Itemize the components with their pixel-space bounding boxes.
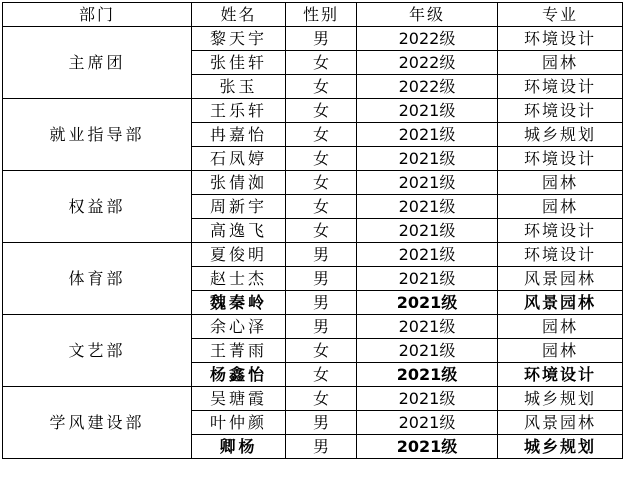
name-cell: 石凤婷 [192,147,286,171]
major-cell: 城乡规划 [498,123,623,147]
grade-cell: 2021级 [357,99,498,123]
grade-cell: 2021级 [357,267,498,291]
header-major: 专业 [498,3,623,27]
grade-cell: 2021级 [357,219,498,243]
table-row [3,27,623,51]
department-cell: 就业指导部 [3,99,192,171]
major-cell: 风景园林 [498,291,623,315]
table-row [3,315,623,339]
header-department: 部门 [3,3,192,27]
grade-cell: 2022级 [357,51,498,75]
major-cell: 环境设计 [498,75,623,99]
major-cell: 园林 [498,171,623,195]
table-row [3,387,623,411]
table-row [3,171,623,195]
grade-cell: 2021级 [357,387,498,411]
department-cell: 权益部 [3,171,192,243]
major-cell: 园林 [498,51,623,75]
major-cell: 园林 [498,195,623,219]
gender-cell: 男 [286,411,357,435]
name-cell: 王乐轩 [192,99,286,123]
major-cell: 城乡规划 [498,387,623,411]
major-cell: 环境设计 [498,243,623,267]
major-cell: 园林 [498,315,623,339]
gender-cell: 女 [286,195,357,219]
header-grade: 年级 [357,3,498,27]
name-cell: 张倩洳 [192,171,286,195]
table-row [3,99,623,123]
gender-cell: 女 [286,219,357,243]
gender-cell: 女 [286,171,357,195]
major-cell: 环境设计 [498,363,623,387]
gender-cell: 女 [286,339,357,363]
grade-cell: 2021级 [357,243,498,267]
gender-cell: 男 [286,27,357,51]
grade-cell: 2021级 [357,291,498,315]
gender-cell: 女 [286,51,357,75]
gender-cell: 男 [286,315,357,339]
gender-cell: 男 [286,291,357,315]
grade-cell: 2021级 [357,147,498,171]
grade-cell: 2021级 [357,195,498,219]
major-cell: 城乡规划 [498,435,623,459]
name-cell: 高逸飞 [192,219,286,243]
gender-cell: 男 [286,267,357,291]
name-cell: 张玉 [192,75,286,99]
grade-cell: 2021级 [357,315,498,339]
major-cell: 风景园林 [498,267,623,291]
gender-cell: 女 [286,75,357,99]
grade-cell: 2021级 [357,123,498,147]
grade-cell: 2021级 [357,435,498,459]
gender-cell: 女 [286,363,357,387]
major-cell: 环境设计 [498,219,623,243]
name-cell: 叶仲颜 [192,411,286,435]
major-cell: 风景园林 [498,411,623,435]
roster-body [3,27,623,459]
gender-cell: 女 [286,387,357,411]
gender-cell: 女 [286,123,357,147]
department-cell: 学风建设部 [3,387,192,459]
name-cell: 冉嘉怡 [192,123,286,147]
roster-table [2,2,623,459]
header-gender: 性别 [286,3,357,27]
major-cell: 环境设计 [498,27,623,51]
name-cell: 周新宇 [192,195,286,219]
grade-cell: 2022级 [357,27,498,51]
name-cell: 余心泽 [192,315,286,339]
gender-cell: 女 [286,99,357,123]
name-cell: 卿杨 [192,435,286,459]
name-cell: 吴瑭霞 [192,387,286,411]
gender-cell: 男 [286,435,357,459]
grade-cell: 2021级 [357,171,498,195]
major-cell: 环境设计 [498,99,623,123]
department-cell: 体育部 [3,243,192,315]
grade-cell: 2021级 [357,363,498,387]
grade-cell: 2021级 [357,411,498,435]
name-cell: 杨鑫怡 [192,363,286,387]
name-cell: 王菁雨 [192,339,286,363]
department-cell: 文艺部 [3,315,192,387]
name-cell: 赵士杰 [192,267,286,291]
major-cell: 环境设计 [498,147,623,171]
header-name: 姓名 [192,3,286,27]
grade-cell: 2022级 [357,75,498,99]
name-cell: 黎天宇 [192,27,286,51]
gender-cell: 男 [286,243,357,267]
name-cell: 张佳轩 [192,51,286,75]
department-cell: 主席团 [3,27,192,99]
major-cell: 园林 [498,339,623,363]
header-row [3,3,623,27]
grade-cell: 2021级 [357,339,498,363]
name-cell: 夏俊明 [192,243,286,267]
table-row [3,243,623,267]
name-cell: 魏秦岭 [192,291,286,315]
gender-cell: 女 [286,147,357,171]
